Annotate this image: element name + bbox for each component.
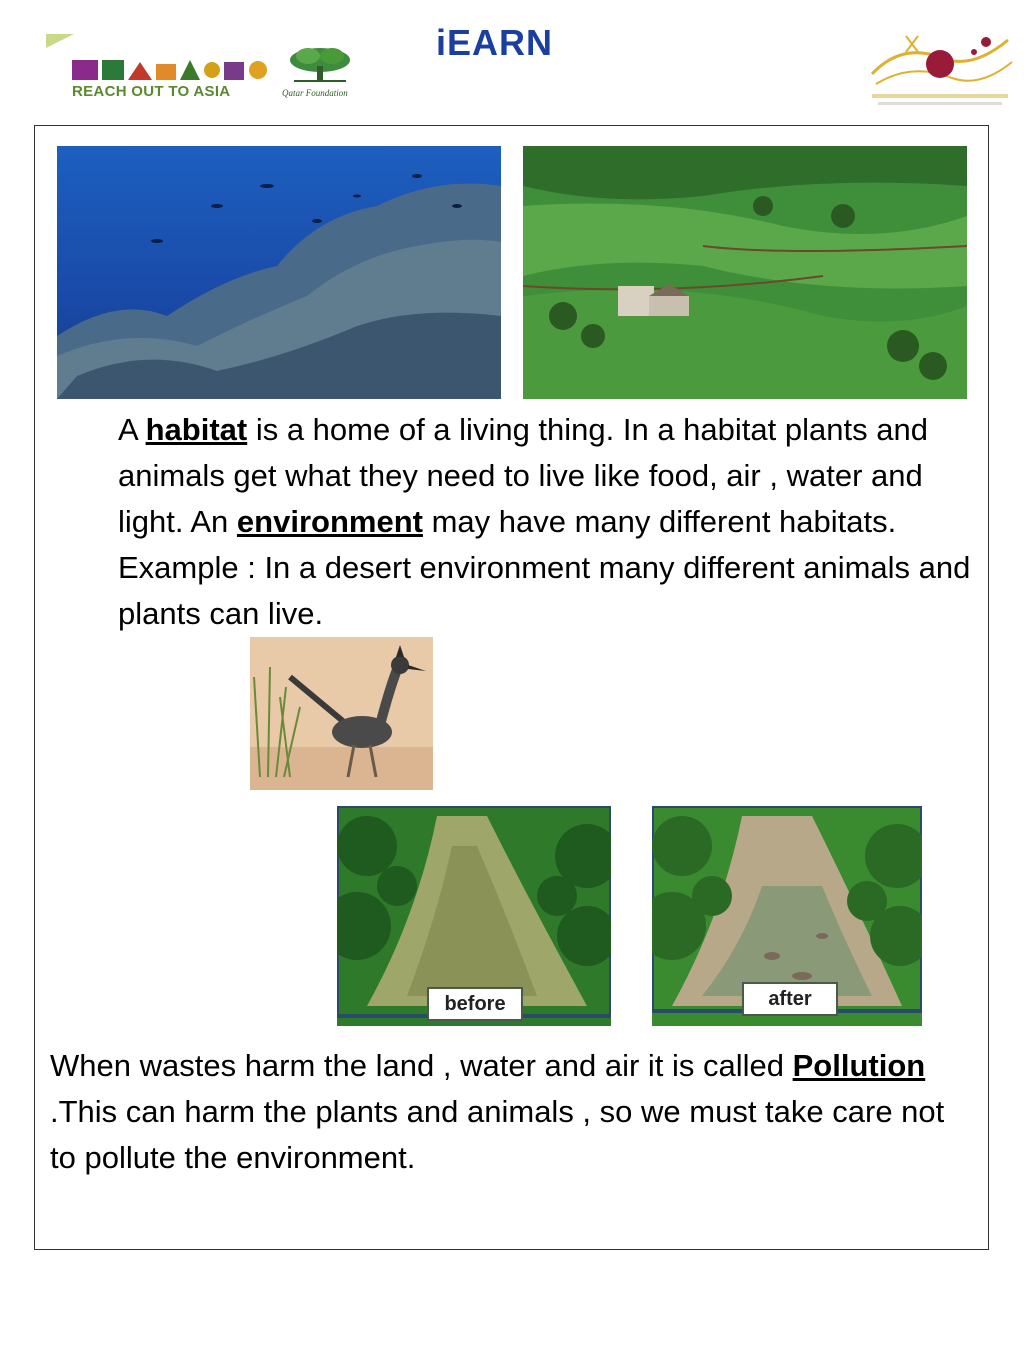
habitat-keyword: habitat bbox=[145, 412, 248, 447]
qatar-foundation-text: Qatar Foundation bbox=[282, 88, 348, 98]
after-label: after bbox=[742, 982, 838, 1016]
pollution-text-2: .This can harm the plants and animals , so we must take care not to pollute the environment. bbox=[50, 1094, 945, 1175]
reach-out-to-asia-text: REACH OUT TO ASIA bbox=[72, 83, 231, 100]
before-label: before bbox=[427, 987, 523, 1021]
pollution-text-1: When wastes harm the land , water and air it is called bbox=[50, 1048, 793, 1083]
roadrunner-bird-photo bbox=[250, 637, 433, 790]
corner-triangle-decoration bbox=[46, 34, 74, 48]
iearn-logo: iEARN bbox=[436, 22, 554, 63]
habitat-text-3: may have many different habitats. Example : In a desert environment many different animals and plants can live. bbox=[118, 504, 971, 631]
habitat-text-1: A bbox=[118, 412, 146, 447]
reach-out-to-asia-logo-icons bbox=[72, 58, 272, 82]
habitat-text-2: is a home of a living thing. In a habitat plants and animals get what they need to live like food, air , water and light. An bbox=[118, 412, 928, 539]
pollution-keyword: Pollution bbox=[792, 1048, 926, 1083]
underwater-reef-photo bbox=[57, 146, 501, 399]
pollution-paragraph bbox=[50, 1043, 970, 1181]
environment-keyword: environment bbox=[236, 504, 423, 539]
habitat-paragraph bbox=[118, 407, 988, 637]
green-countryside-photo bbox=[523, 146, 967, 399]
school-logo-icon bbox=[862, 22, 1018, 114]
